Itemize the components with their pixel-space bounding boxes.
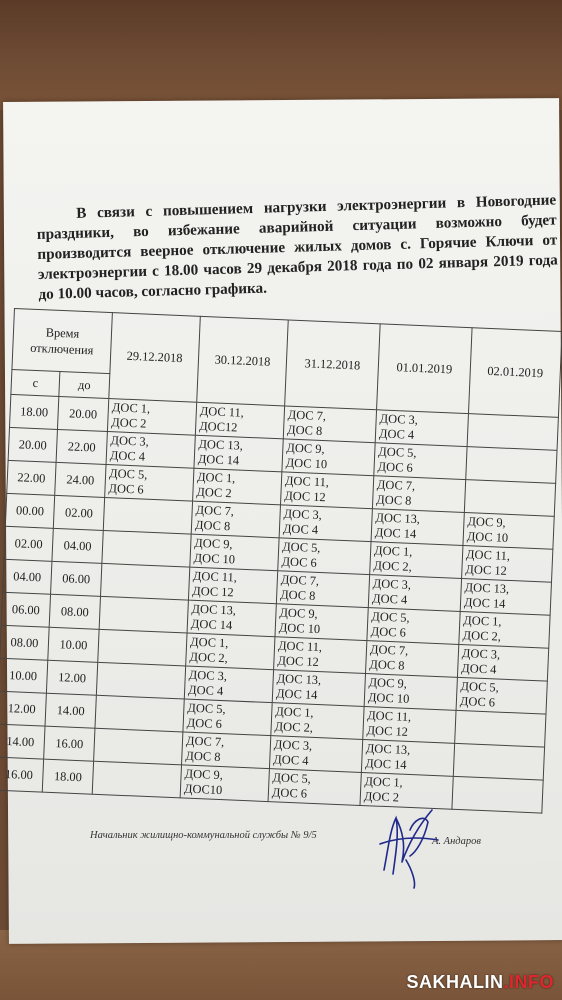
building-label: ДОС 8	[286, 422, 323, 439]
building-label: ДОС 1,	[189, 634, 229, 651]
building-label	[100, 679, 182, 697]
building-label: ДОС 6	[370, 624, 407, 640]
building-label: ДОС 9,	[368, 675, 408, 691]
building-label	[104, 580, 186, 598]
building-label: ДОС 14	[463, 595, 506, 611]
building-cell	[367, 608, 460, 645]
building-label: ДОС 5,	[108, 466, 148, 482]
building-label: ДОС 2	[363, 789, 400, 805]
building-label: ДОС 7,	[185, 733, 225, 750]
building-label: ДОС 10	[367, 690, 410, 706]
building-label: ДОС 4	[282, 521, 319, 537]
building-label: ДОС 7,	[287, 407, 327, 424]
building-label: ДОС 11,	[192, 568, 238, 585]
building-label: ДОС 7,	[280, 572, 320, 589]
building-label: ДОС 1,	[373, 543, 413, 559]
building-label: ДОС 5,	[187, 700, 226, 717]
building-cell	[95, 695, 184, 732]
building-label: ДОС 6	[108, 481, 144, 497]
time-from-cell: 12.00	[0, 691, 46, 726]
building-cell	[190, 534, 279, 571]
building-label	[468, 496, 552, 514]
building-label: ДОС 10	[285, 455, 328, 472]
building-cell	[452, 776, 543, 813]
time-to-cell: 08.00	[49, 594, 100, 629]
wooden-background-top	[0, 0, 562, 110]
time-to-cell: 06.00	[51, 561, 102, 596]
building-cell	[463, 513, 554, 550]
outage-schedule-table	[0, 308, 562, 814]
building-cell	[186, 633, 275, 670]
building-label: ДОС 3,	[372, 576, 412, 592]
building-label: ДОС 3,	[379, 411, 419, 428]
building-cell	[194, 435, 283, 472]
signatory-position: Начальник жилищно-коммунальной службы № 9/5	[90, 830, 317, 841]
building-label: ДОС 8	[369, 657, 405, 673]
building-cell	[183, 699, 272, 736]
building-label: ДОС 10	[466, 529, 509, 545]
building-cell	[98, 629, 187, 666]
building-label: ДОС 5,	[460, 679, 500, 695]
building-label: ДОС 7,	[369, 642, 409, 658]
building-label: ДОС 1,	[275, 704, 314, 720]
time-to-cell: 12.00	[46, 660, 97, 695]
building-label: ДОС 5,	[378, 444, 417, 460]
time-to-cell: 20.00	[57, 396, 108, 431]
time-from-cell: 00.00	[5, 493, 54, 528]
building-label: ДОС 3,	[283, 506, 323, 523]
time-from-cell: 06.00	[1, 592, 50, 627]
building-label: ДОС 6	[186, 715, 223, 732]
building-cell	[274, 637, 367, 674]
schedule-table-container	[0, 308, 562, 814]
date-header: 30.12.2018	[197, 316, 289, 406]
building-cell	[268, 769, 361, 806]
building-cell	[99, 596, 188, 633]
building-cell	[96, 662, 185, 699]
building-cell	[276, 571, 369, 608]
to-header: до	[59, 371, 110, 398]
building-label: ДОС 13,	[375, 510, 421, 527]
building-cell	[372, 476, 465, 513]
building-label: ДОС 9,	[194, 535, 233, 552]
building-label: ДОС 2,	[462, 628, 502, 644]
building-label: ДОС 8	[279, 587, 316, 603]
building-label: ДОС 4	[109, 448, 146, 464]
building-cell	[102, 530, 191, 567]
building-label: ДОС 1,	[364, 774, 403, 790]
building-cell	[282, 439, 375, 476]
building-label	[107, 514, 189, 532]
building-label: ДОС 1,	[111, 400, 151, 416]
building-label: ДОС 11,	[277, 638, 323, 655]
building-cell	[105, 464, 194, 501]
signatory-name: А. Андаров	[432, 836, 481, 847]
building-label: ДОС 11,	[199, 403, 245, 420]
building-label: ДОС 11,	[284, 473, 330, 490]
building-label: ДОС 12	[277, 653, 320, 670]
building-label	[471, 430, 555, 448]
time-to-cell: 10.00	[48, 627, 99, 662]
building-cell	[456, 677, 547, 714]
time-from-cell: 14.00	[0, 724, 45, 759]
time-from-cell: 04.00	[3, 559, 52, 594]
building-cell	[467, 414, 558, 451]
building-cell	[193, 468, 282, 505]
building-label: ДОС 9,	[279, 605, 318, 621]
watermark-main: SAKHALIN	[406, 972, 504, 992]
building-cell	[92, 761, 181, 798]
date-header: 02.01.2019	[468, 328, 562, 418]
time-from-cell: 18.00	[9, 394, 58, 429]
time-to-cell: 04.00	[52, 528, 103, 563]
building-cell	[106, 432, 195, 469]
building-cell	[368, 575, 461, 612]
building-label: ДОС 13,	[464, 580, 510, 596]
building-cell	[466, 447, 557, 484]
building-cell	[271, 703, 364, 740]
building-label: ДОС 13,	[365, 741, 411, 757]
building-label: ДОС 3,	[273, 737, 313, 753]
building-cell	[184, 666, 273, 703]
building-label: ДОС 8	[185, 748, 221, 765]
building-label: ДОС 5,	[281, 539, 321, 556]
building-label: ДОС 8	[376, 492, 412, 508]
building-cell	[103, 497, 192, 534]
building-label: ДОС 2,	[189, 649, 229, 666]
building-cell	[191, 501, 280, 538]
time-to-cell: 22.00	[56, 429, 107, 464]
building-label: ДОС 4	[371, 591, 408, 607]
building-label: ДОС 4	[378, 426, 415, 442]
building-label: ДОС 5,	[371, 609, 410, 625]
time-from-cell: 02.00	[4, 526, 53, 561]
building-label	[103, 613, 185, 631]
building-label: ДОС 14	[197, 451, 240, 468]
building-cell	[188, 567, 277, 604]
building-label: ДОС 6	[271, 785, 308, 801]
building-label: ДОС 11,	[465, 547, 511, 563]
building-cell	[281, 472, 374, 509]
time-to-cell: 24.00	[55, 462, 106, 497]
building-cell	[459, 611, 550, 648]
date-header: 29.12.2018	[109, 313, 201, 403]
building-label: ДОС 6	[281, 554, 318, 570]
building-cell	[269, 736, 362, 773]
building-label: ДОС 2	[196, 484, 232, 501]
building-label: ДОС 4	[273, 752, 309, 768]
time-from-cell: 20.00	[8, 427, 57, 462]
building-label: ДОС 7,	[376, 477, 416, 493]
building-cell	[361, 739, 454, 776]
building-label	[101, 646, 183, 664]
building-label: ДОС 6	[459, 694, 496, 710]
building-label	[469, 463, 553, 481]
building-label: ДОС 13,	[191, 601, 237, 618]
building-label: ДОС 3,	[461, 646, 501, 662]
building-label: ДОС 3,	[110, 433, 150, 449]
building-label: ДОС 9,	[467, 514, 506, 530]
building-label: ДОС 12	[192, 583, 234, 600]
building-label	[96, 778, 178, 796]
date-header: 01.01.2019	[377, 324, 473, 414]
building-cell	[455, 710, 546, 747]
building-label: ДОС 9,	[286, 440, 325, 457]
building-label: ДОС 9,	[184, 766, 224, 783]
time-to-cell: 14.00	[45, 693, 96, 728]
building-cell	[180, 765, 269, 802]
building-cell	[101, 563, 190, 600]
building-cell	[374, 443, 467, 480]
building-cell	[195, 402, 284, 439]
building-cell	[370, 542, 463, 579]
building-cell	[94, 728, 183, 765]
handwritten-signature	[366, 800, 446, 890]
building-label: ДОС 14	[190, 616, 233, 633]
building-label: ДОС 10	[278, 620, 321, 637]
building-label: ДОС 1,	[463, 613, 502, 629]
building-label: ДОС 2	[111, 415, 147, 431]
time-to-cell: 16.00	[44, 726, 95, 761]
building-cell	[453, 743, 544, 780]
building-label: ДОС 5,	[272, 770, 312, 786]
building-cell	[375, 410, 468, 447]
building-label: ДОС 1,	[196, 469, 236, 486]
building-cell	[460, 578, 551, 615]
announcement-text	[36, 190, 559, 304]
time-from-cell: 16.00	[0, 757, 44, 792]
building-cell	[363, 707, 456, 744]
building-label: ДОС 8	[194, 517, 231, 534]
time-header: Время отключения	[12, 309, 112, 374]
building-cell	[371, 509, 464, 546]
building-label: ДОС 12	[465, 562, 508, 578]
building-cell	[187, 600, 276, 637]
building-cell	[278, 538, 371, 575]
watermark-accent: .INFO	[503, 972, 554, 992]
building-cell	[182, 732, 271, 769]
building-label: ДОС 14	[364, 756, 407, 772]
time-from-cell: 10.00	[0, 658, 48, 693]
schedule-body	[0, 394, 558, 813]
building-cell	[275, 604, 368, 641]
time-to-cell: 02.00	[53, 495, 104, 530]
building-label	[105, 547, 187, 565]
building-label: ДОС 10	[193, 550, 236, 567]
building-label: ДОС 14	[374, 525, 417, 542]
building-label: ДОС 12	[284, 488, 326, 505]
time-from-cell: 22.00	[7, 460, 56, 495]
building-cell	[283, 406, 376, 443]
building-label: ДОС 7,	[195, 502, 235, 519]
announcement-paragraph: В связи с повышением нагрузки электроэнергии в Новогодние праздники, во избежание аварийной ситуации возможно будет производится веерное отключение жилых домов с. Горячие Ключи от электроэнергии с 18.00 часов 29 декабря 2018 года по 02 января 2019 года до 10.00 часов, согласно графика.	[36, 191, 558, 303]
building-cell	[272, 670, 365, 707]
building-cell	[364, 674, 457, 711]
date-header: 31.12.2018	[285, 320, 381, 410]
building-label	[99, 712, 181, 730]
building-label: ДОС 13,	[276, 671, 322, 688]
building-label: ДОС 4	[187, 682, 224, 699]
building-label: ДОС 4	[461, 661, 497, 677]
building-cell	[462, 546, 553, 583]
building-label: ДОС 3,	[188, 667, 228, 684]
building-cell	[464, 480, 555, 517]
building-label	[97, 745, 179, 763]
building-label: ДОС 6	[377, 459, 414, 475]
building-label	[458, 727, 542, 745]
building-cell	[279, 505, 372, 542]
building-label: ДОС10	[183, 781, 223, 798]
building-cell	[107, 399, 196, 436]
site-watermark	[407, 972, 555, 993]
building-label: ДОС 13,	[198, 436, 244, 453]
building-label: ДОС 14	[275, 686, 318, 703]
building-label: ДОС 2,	[373, 558, 413, 574]
time-to-cell: 18.00	[42, 759, 93, 794]
from-header: с	[11, 369, 60, 396]
building-label: ДОС 12	[366, 723, 409, 739]
building-label: ДОС 11,	[366, 708, 412, 724]
building-cell	[457, 644, 548, 681]
building-label: ДОС 2,	[274, 719, 314, 735]
building-label: ДОС12	[198, 418, 238, 435]
building-cell	[366, 641, 459, 678]
building-label	[455, 793, 539, 811]
time-from-cell: 08.00	[0, 625, 49, 660]
building-label	[457, 760, 541, 778]
